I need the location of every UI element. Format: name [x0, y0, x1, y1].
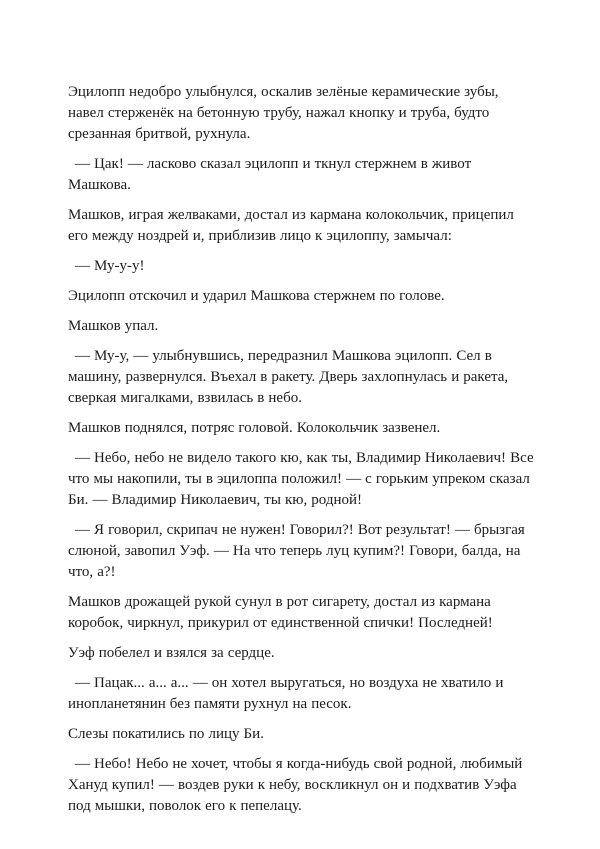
paragraph: — Пацак... а... а... — он хотел выругаться, но воздуха не хватило и инопланетянин без памяти рухнул на песок.: [68, 675, 504, 712]
paragraph: Машков упал.: [68, 318, 159, 334]
paragraph: — Небо! Небо не хочет, чтобы я когда-нибудь свой родной, любимый Хануд купил! — воздев руки к небу, воскликнул он и подхватив Уэфа под мышки, поволок его к пепелацу.: [68, 756, 523, 814]
paragraph: Машков дрожащей рукой сунул в рот сигарету, достал из кармана коробок, чиркнул, прикурил от единственной спички! Последней!: [68, 594, 493, 631]
paragraph: — Му-у-у!: [75, 258, 145, 274]
paragraph: Эцилопп отскочил и ударил Машкова стержнем по голове.: [68, 288, 445, 304]
paragraph: Машков, играя желваками, достал из кармана колокольчик, прицепил его между ноздрей и, приблизив лицо к эцилоппу, замычал:: [68, 207, 514, 244]
paragraph: — Цак! — ласково сказал эцилопп и ткнул стержнем в живот Машкова.: [68, 156, 472, 193]
paragraph: — Му-у, — улыбнувшись, передразнил Машкова эцилопп. Сел в машину, развернулся. Въехал в ракету. Дверь захлопнулась и ракета, сверкая мигалками, взвилась в небо.: [68, 348, 509, 406]
paragraph: Уэф побелел и взялся за сердце.: [68, 645, 275, 661]
paragraph: — Я говорил, скрипач не нужен! Говорил?! Вот результат! — брызгая слюной, завопил Уэф. — На что теперь луц купим?! Говори, балда, на что, а?!: [68, 522, 525, 580]
paragraph: Слезы покатились по лицу Би.: [68, 726, 264, 742]
paragraph: Эцилопп недобро улыбнулся, оскалив зелёные керамические зубы, навел стерженёк на бетонную трубу, нажал кнопку и труба, будто срезанная бритвой, рухнула.: [68, 84, 499, 142]
paragraph: Машков поднялся, потряс головой. Колокольчик зазвенел.: [68, 420, 441, 436]
paragraph: — Небо, небо не видело такого кю, как ты, Владимир Николаевич! Все что мы накопили, ты в эцилоппа положил! — с горьким упреком сказал Би. — Владимир Николаевич, ты кю, родной!: [68, 450, 534, 508]
